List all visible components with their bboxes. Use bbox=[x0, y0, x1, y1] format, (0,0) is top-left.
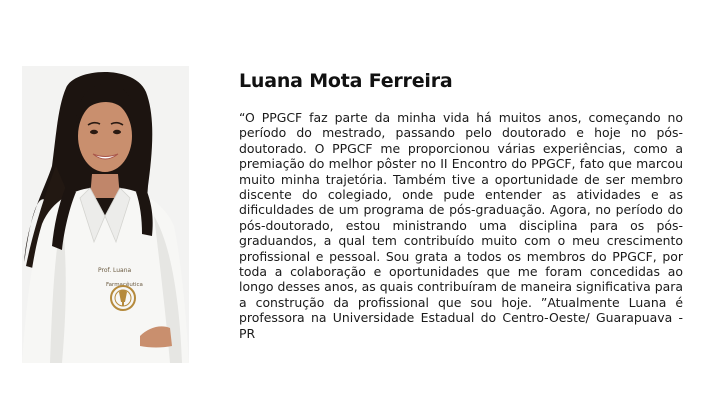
testimonial-text: “O PPGCF faz parte da minha vida há muitos anos, começando no período do mestrado, passando pelo doutorado e hoje no pós-doutorado. O PPGCF me proporcionou várias experiências, como a premiação do melhor pôster no II Encontro do PPGCF, fato que marcou muito minha trajetória. Também tive a oportunidade de ser membro discente do colegiado, onde pude entender as atividades e as dificuldades de um programa de pós-graduação. Agora, no período do pós-doutorado, estou ministrando uma disciplina para os pós-graduandos, a qual tem contribuído muito com o meu crescimento profissional e pessoal. Sou grata a todos os membros do PPGCF, por toda a colaboração e oportunidades que me foram concedidas ao longo desses anos, as quais contribuíram de maneira significativa para a construção da profissional que sou hoje. ”Atualmente Luana é professora na Universidade Estadual do Centro-Oeste/ Guarapuava - PR bbox=[239, 110, 683, 341]
pharmacy-emblem-icon bbox=[111, 286, 135, 310]
coat-name-label: Prof. Luana bbox=[98, 267, 132, 274]
profile-photo bbox=[22, 66, 189, 363]
person-name: Luana Mota Ferreira bbox=[239, 70, 453, 92]
coat-profession-label: Farmacêutica bbox=[106, 282, 143, 288]
